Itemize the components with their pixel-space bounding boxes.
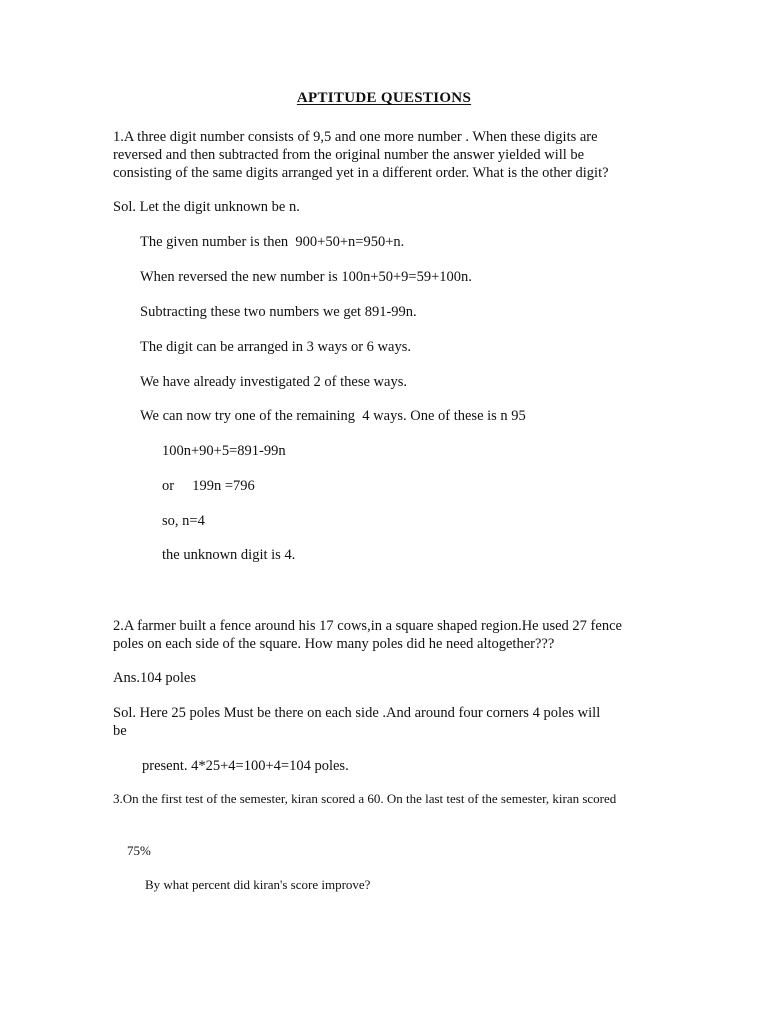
q2-question-line: 2.A farmer built a fence around his 17 cows,in a square shaped region.He used 27 fence bbox=[113, 618, 622, 634]
q1-solution-intro: Sol. Let the digit unknown be n. bbox=[113, 199, 300, 215]
q1-step: The given number is then 900+50+n=950+n. bbox=[140, 234, 405, 250]
q2-question-line: poles on each side of the square. How many poles did he need altogether??? bbox=[113, 636, 555, 652]
q1-question-line: consisting of the same digits arranged yet in a different order. What is the other digit? bbox=[113, 165, 609, 181]
q2-solution-line: Sol. Here 25 poles Must be there on each side .And around four corners 4 poles will bbox=[113, 705, 601, 721]
q1-question-line: 1.A three digit number consists of 9,5 and one more number . When these digits are bbox=[113, 129, 598, 145]
q3-value: 75% bbox=[127, 843, 151, 858]
q1-step: When reversed the new number is 100n+50+9=59+100n. bbox=[140, 269, 472, 285]
q1-step: Subtracting these two numbers we get 891-99n. bbox=[140, 304, 417, 320]
document-title: APTITUDE QUESTIONS bbox=[296, 90, 472, 106]
q1-sub-step: 100n+90+5=891-99n bbox=[162, 443, 286, 459]
q1-sub-step: or 199n =796 bbox=[162, 478, 255, 494]
q2-solution-line: be bbox=[113, 723, 127, 739]
q1-question-line: reversed and then subtracted from the original number the answer yielded will be bbox=[113, 147, 585, 163]
q1-step: The digit can be arranged in 3 ways or 6 ways. bbox=[140, 339, 411, 355]
q2-answer: Ans.104 poles bbox=[113, 670, 196, 686]
q1-step: We have already investigated 2 of these ways. bbox=[140, 374, 407, 390]
q3-question: 3.On the first test of the semester, kiran scored a 60. On the last test of the semester, kiran scored bbox=[113, 791, 617, 806]
q1-step: We can now try one of the remaining 4 ways. One of these is n 95 bbox=[140, 408, 526, 424]
q2-calculation: present. 4*25+4=100+4=104 poles. bbox=[142, 758, 349, 774]
q1-sub-step: so, n=4 bbox=[162, 513, 205, 529]
q3-ask: By what percent did kiran's score improve? bbox=[145, 877, 371, 892]
q1-sub-step: the unknown digit is 4. bbox=[162, 547, 296, 563]
